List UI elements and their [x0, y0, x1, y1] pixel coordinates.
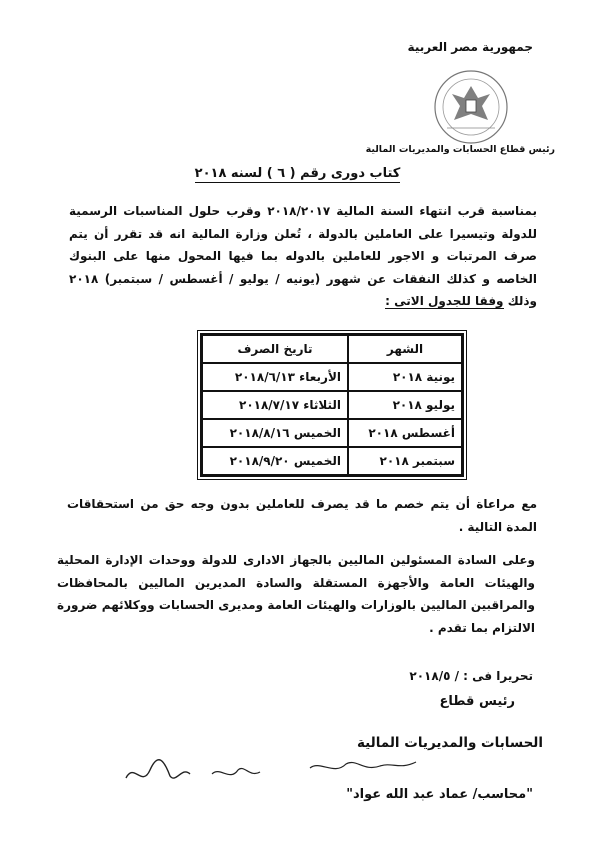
document-title [0, 166, 595, 181]
table-cell-month: سبتمبر ٢٠١٨ [348, 447, 462, 475]
header-country: جمهورية مصر العربية [407, 40, 533, 54]
table-row [202, 391, 462, 419]
header-sector: رئيس قطاع الحسابات والمديريات المالية [365, 144, 555, 155]
table-row [202, 447, 462, 475]
table-cell-date: الأربعاء ٢٠١٨/٦/١٣ [202, 363, 348, 391]
table-row [202, 363, 462, 391]
table-header-row [202, 335, 462, 363]
intro-text: بمناسبة قرب انتهاء السنة المالية ٢٠١٨/٢٠١٧ وقرب حلول المناسبات الرسمية للدولة وتيسيرا على العاملين بالدولة ، تُعلن وزارة المالية انه قد تقرر أن يتم صرف المرتبات و الاجور للعاملين بالدوله بما فيها المحول منها على البنوك الخاصه و كذلك النفقات عن شهور (يونيه / يوليو / أغسطس / سبتمبر) ٢٠١٨ وذلك [69, 204, 537, 308]
intro-paragraph [69, 200, 537, 313]
payment-schedule-table [200, 333, 464, 477]
table-cell-date: الخميس ٢٠١٨/٨/١٦ [202, 419, 348, 447]
written-date: تحريرا فى : / ٢٠١٨/٥ [409, 669, 533, 683]
directive-paragraph: وعلى السادة المسئولين الماليين بالجهاز الادارى للدولة ووحدات الإدارة المحلية والهيئات العامة والأجهزة المستقلة والسادة المديرين الماليين بالمحافظات والمراقبين الماليين بالوزارات والهيئات العامة ومديرى الحسابات ووكلائهم ضرورة الالتزام بما تقدم . [57, 553, 535, 635]
table-cell-month: يونية ٢٠١٨ [348, 363, 462, 391]
table-cell-month: يوليو ٢٠١٨ [348, 391, 462, 419]
table-header-date: تاريخ الصرف [202, 335, 348, 363]
emblem-seal-icon [432, 68, 510, 146]
deduction-paragraph: مع مراعاة أن يتم خصم ما قد يصرف للعاملين بدون وجه حق من استحقاقات المدة التالية . [67, 497, 537, 534]
table-header-month: الشهر [348, 335, 462, 363]
table-cell-date: الثلاثاء ٢٠١٨/٧/١٧ [202, 391, 348, 419]
signatory-title-1: رئيس قطاع [439, 694, 515, 709]
signatory-title-2: الحسابات والمديريات المالية [356, 735, 543, 751]
table-cell-date: الخميس ٢٠١٨/٩/٢٠ [202, 447, 348, 475]
document-title-text: كتاب دورى رقم ( ٦ ) لسنه ٢٠١٨ [194, 166, 401, 181]
table-row [202, 419, 462, 447]
signatory-name: "محاسب/ عماد عبد الله عواد" [346, 787, 533, 802]
intro-underlined-text: وفقا للجدول الاتى : [385, 294, 504, 308]
table-cell-month: أغسطس ٢٠١٨ [348, 419, 462, 447]
